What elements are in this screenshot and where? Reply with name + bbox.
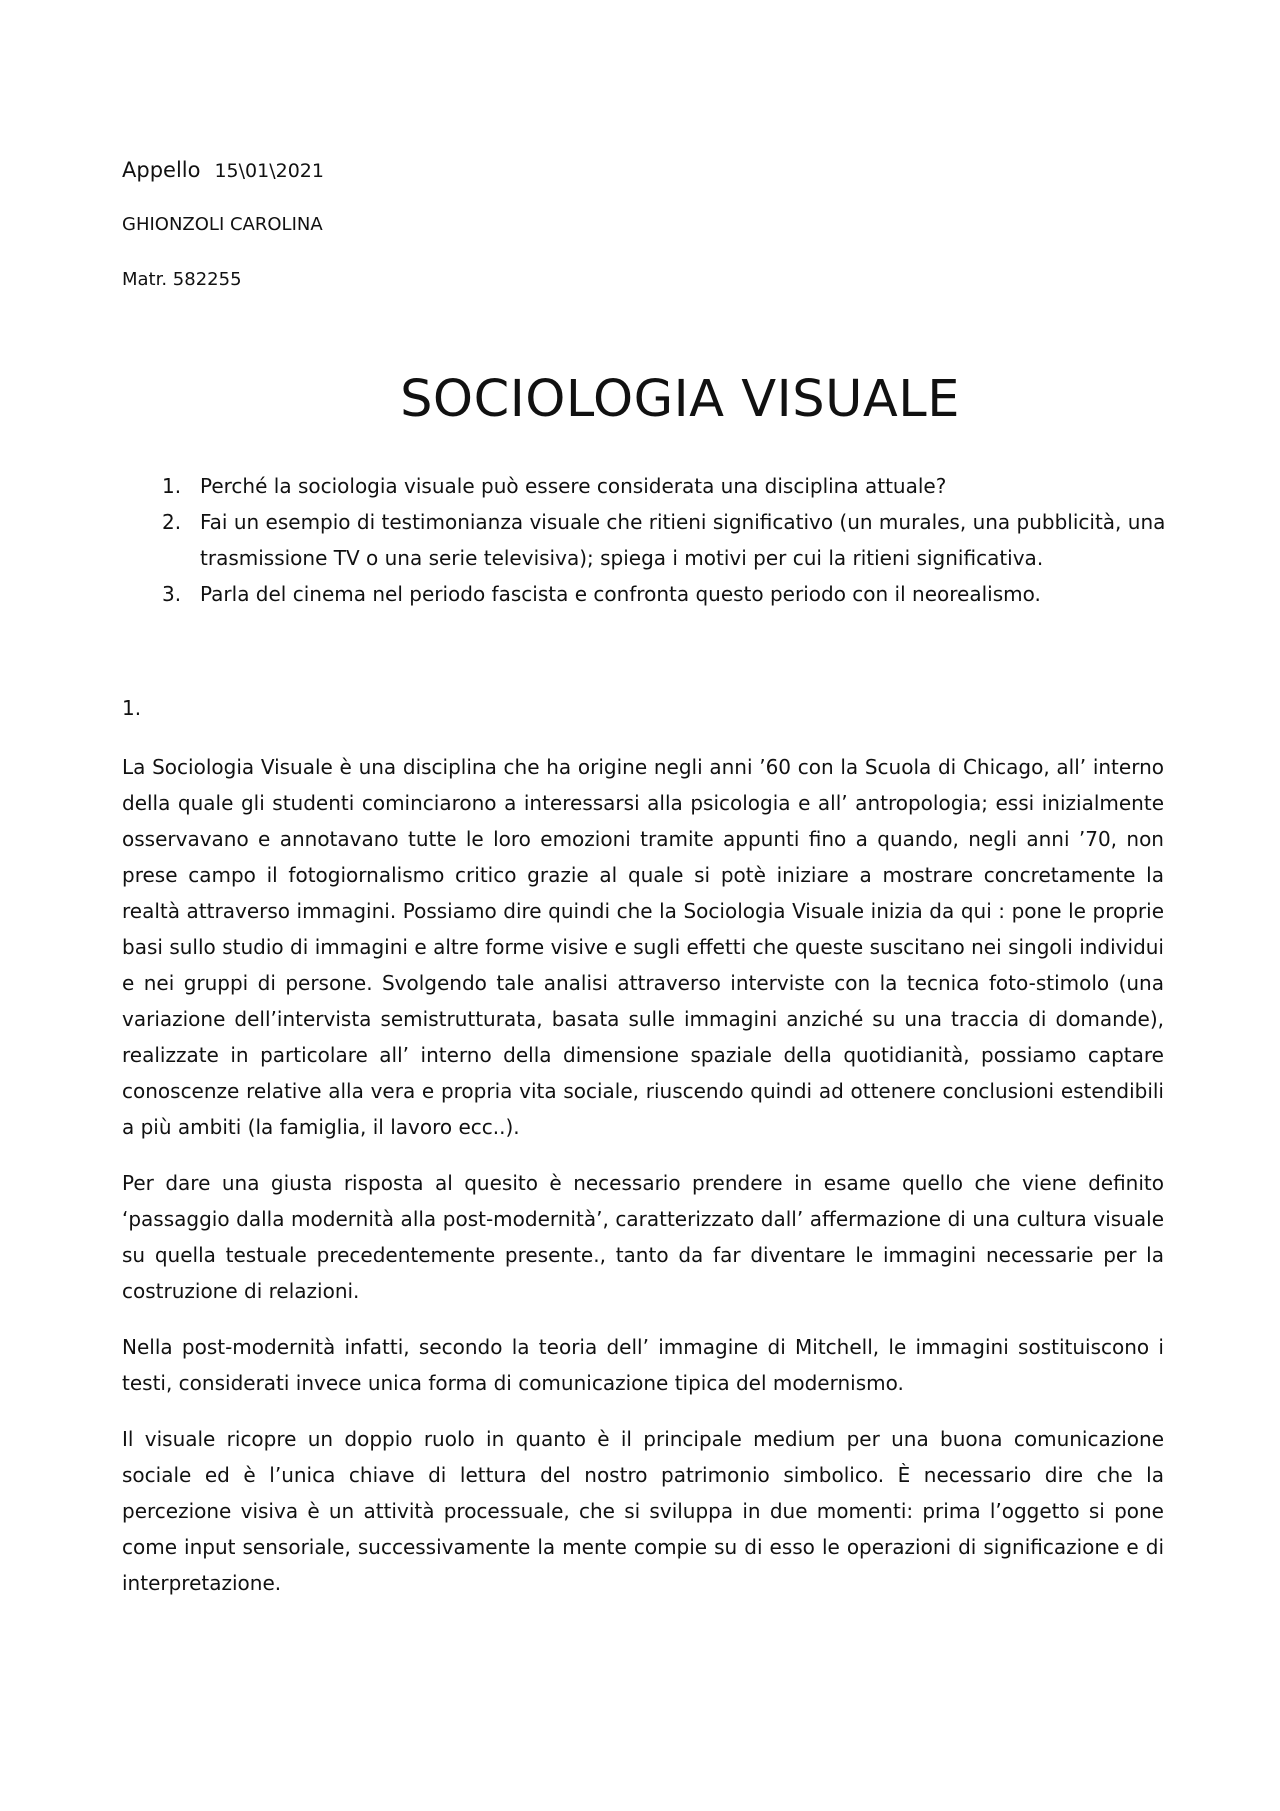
question-item [122, 468, 1167, 504]
exam-session-line [122, 158, 324, 182]
question-number: 1. [162, 474, 182, 498]
appello-label: Appello [122, 158, 201, 182]
answer-body [122, 749, 1164, 1621]
body-paragraph: Il visuale ricopre un doppio ruolo in quanto è il principale medium per una buona comunicazione sociale ed è l’unica chiave di lettura del nostro patrimonio simbolico. È necessario dire che la percezione visiva è un attività processuale, che si sviluppa in due momenti: prima l’oggetto si pone come input sensoriale, successivamente la mente compie su di esso le operazioni di significazione e di interpretazione. [122, 1427, 1164, 1595]
body-paragraph: La Sociologia Visuale è una disciplina che ha origine negli anni ’60 con la Scuola di Chicago, all’ interno della quale gli studenti cominciarono a interessarsi alla psicologia e all’ antropologia; essi inizialmente osservavano e annotavano tutte le loro emozioni tramite appunti fino a quando, negli anni ’70, non prese campo il fotogiornalismo critico grazie al quale si potè iniziare a mostrare concretamente la realtà attraverso immagini. Possiamo dire quindi che la Sociologia Visuale inizia da qui : pone le proprie basi sullo studio di immagini e altre forme visive e sugli effetti che queste suscitano nei singoli individui e nei gruppi di persone. Svolgendo tale analisi attraverso interviste con la tecnica foto-stimolo (una variazione dell’intervista semistrutturata, basata sulle immagini anziché su una traccia di domande), realizzate in particolare all’ interno della dimensione spaziale della quotidianità, possiamo captare conoscenze relative alla vera e propria vita sociale, riuscendo quindi ad ottenere conclusioni estendibili a più ambiti (la famiglia, il lavoro ecc..). [122, 755, 1164, 1139]
question-number: 3. [162, 582, 182, 606]
question-text: Perché la sociologia visuale può essere considerata una disciplina attuale? [200, 474, 947, 498]
question-list [122, 468, 1167, 612]
body-paragraph: Per dare una giusta risposta al quesito è necessario prendere in esame quello che viene definito ‘passaggio dalla modernità alla post-modernità’, caratterizzato dall’ affermazione di una cultura visuale su quella testuale precedentemente presente., tanto da far diventare le immagini necessarie per la costruzione di relazioni. [122, 1171, 1164, 1303]
document-title: SOCIOLOGIA VISUALE [400, 370, 960, 429]
question-text: Parla del cinema nel periodo fascista e confronta questo periodo con il neorealismo. [200, 582, 1041, 606]
student-matricola: Matr. 582255 [122, 269, 242, 290]
question-text: Fai un esempio di testimonianza visuale che ritieni significativo (un murales, una pubblicità, una trasmissione TV o una serie televisiva); spiega i motivi per cui la ritieni significativa. [200, 510, 1166, 570]
body-paragraph: Nella post-modernità infatti, secondo la teoria dell’ immagine di Mitchell, le immagini sostituiscono i testi, considerati invece unica forma di comunicazione tipica del modernismo. [122, 1335, 1164, 1395]
student-name: GHIONZOLI CAROLINA [122, 214, 323, 235]
question-number: 2. [162, 510, 182, 534]
answer-number: 1. [122, 696, 142, 720]
appello-date: 15\01\2021 [214, 160, 324, 182]
question-item [122, 504, 1167, 576]
question-item [122, 576, 1167, 612]
